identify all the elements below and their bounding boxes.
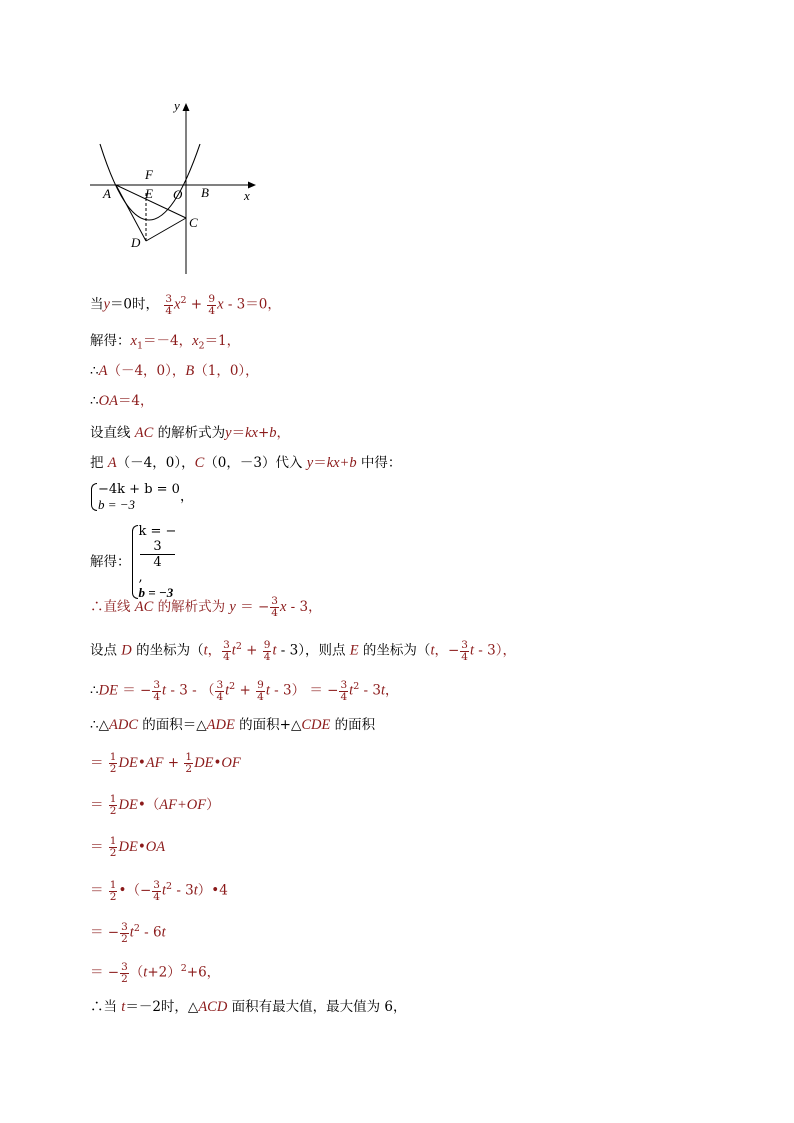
var: OA: [98, 393, 118, 409]
num: 1: [109, 835, 117, 847]
step-13: [90, 752, 241, 775]
text: +: [235, 682, 256, 699]
var: x: [279, 599, 287, 615]
text: 解得：: [90, 554, 131, 570]
num: 3: [121, 960, 128, 973]
sup: 2: [353, 681, 360, 692]
var: t: [265, 682, 270, 699]
var: DE: [118, 839, 138, 855]
step-10: [90, 638, 516, 663]
den: 2: [109, 763, 117, 775]
var: y: [229, 599, 236, 615]
text: （0，－3）代入: [204, 455, 307, 471]
var: t: [161, 924, 166, 941]
var: x: [130, 333, 137, 349]
segment-AD: [116, 185, 146, 241]
num: 3: [461, 638, 468, 651]
text: 把: [90, 455, 108, 471]
text: - 6: [139, 924, 162, 941]
text: ，−: [434, 642, 460, 659]
var: CDE: [301, 717, 331, 733]
sup: 2: [229, 681, 236, 692]
den: 2: [121, 932, 128, 945]
fraction: [120, 922, 129, 945]
num: 3: [153, 678, 161, 691]
var: AC: [134, 425, 154, 441]
den: 4: [208, 304, 216, 317]
var: DE: [118, 755, 138, 771]
text: +: [257, 425, 270, 441]
den: 4: [165, 304, 173, 317]
step-9: [90, 596, 322, 619]
text: 设点: [90, 642, 122, 659]
step-3: [90, 362, 259, 380]
fraction: [140, 539, 176, 570]
fraction: [109, 880, 118, 903]
text: •: [137, 755, 146, 771]
var: x: [174, 296, 181, 313]
text: •（−: [118, 882, 152, 899]
den: 4: [263, 650, 271, 663]
num: 9: [263, 638, 271, 651]
fraction: [460, 640, 469, 663]
fraction: [109, 752, 118, 775]
var: t: [430, 642, 435, 659]
var: DE: [194, 755, 214, 771]
text: - 3: [172, 882, 194, 899]
var: t: [380, 682, 386, 699]
step-11: [90, 678, 399, 703]
text: ,: [138, 570, 143, 585]
step-14: [90, 794, 220, 817]
label-D: D: [131, 235, 141, 250]
text: 解得：: [90, 333, 131, 349]
var: t: [143, 964, 148, 981]
var: C: [194, 455, 205, 471]
text: ＝: [90, 755, 108, 771]
sub: 1: [136, 340, 143, 352]
num: 3: [271, 595, 278, 607]
step-8-solution: [90, 524, 176, 600]
var: kx+b: [326, 455, 357, 471]
num: 3: [153, 878, 160, 891]
label-y: y: [174, 98, 180, 113]
var: t: [121, 999, 126, 1015]
step-16: [90, 878, 228, 903]
text: ，: [276, 425, 290, 441]
num: 1: [185, 751, 193, 763]
sup: 2: [165, 881, 173, 892]
label-A: A: [103, 186, 111, 201]
text: +: [186, 296, 207, 313]
text: ∴当: [90, 999, 122, 1015]
fraction: [184, 752, 193, 775]
var: OF: [221, 755, 241, 771]
den: 4: [216, 690, 224, 703]
var: E: [349, 642, 359, 659]
text: - 3＝0，: [223, 296, 281, 313]
text: ，: [207, 642, 222, 659]
label-C: C: [189, 215, 198, 230]
step-4: [90, 392, 154, 410]
text: （: [129, 964, 144, 981]
var: AF+OF: [159, 797, 207, 813]
den: 2: [185, 763, 193, 775]
text: ＝－4，: [142, 333, 193, 349]
text: 面积有最大值，最大值为 6，: [227, 999, 407, 1015]
parabola-curve: [100, 144, 200, 220]
var: x: [217, 296, 224, 313]
var: DE: [118, 797, 138, 813]
label-B: B: [201, 185, 209, 200]
var: t: [161, 882, 166, 899]
label-x: x: [244, 188, 250, 203]
text: ∴△: [90, 717, 109, 733]
var: t: [231, 642, 236, 659]
text: ＝4，: [117, 393, 154, 409]
var: A: [107, 455, 117, 471]
fraction: [215, 680, 224, 703]
fraction: [339, 680, 348, 703]
var: t: [469, 642, 474, 659]
text: ∴: [90, 682, 99, 699]
text: 的面积＝△: [137, 717, 207, 733]
den: 2: [109, 847, 117, 859]
den: 4: [153, 690, 161, 703]
var: OA: [145, 839, 166, 855]
fraction: [207, 294, 216, 317]
num: 9: [208, 292, 216, 305]
step-6: [90, 454, 401, 472]
segment-DC: [146, 218, 186, 241]
text: 的面积: [330, 717, 376, 733]
var: A: [98, 363, 108, 379]
equation-2: b = −3: [138, 585, 174, 600]
text: （－4，0），: [107, 363, 186, 379]
text: ∴: [90, 363, 99, 379]
text: - 3），: [474, 642, 516, 659]
text: +: [241, 642, 262, 659]
var: t: [225, 682, 230, 699]
step-12: [90, 716, 375, 734]
step-2: [90, 332, 240, 356]
label-E: E: [145, 186, 153, 201]
text: 的解析式为: [153, 425, 226, 441]
var: ACD: [198, 999, 228, 1015]
fraction: [263, 640, 272, 663]
text: •: [213, 755, 222, 771]
text: +2）: [147, 964, 181, 981]
den: 4: [257, 690, 264, 703]
fraction: [164, 294, 173, 317]
sub: 2: [198, 340, 205, 352]
text: （－4，0），: [116, 455, 195, 471]
equation-2: b = −3: [98, 497, 136, 512]
step-19: [90, 998, 406, 1016]
var: x: [192, 333, 199, 349]
var: D: [121, 642, 132, 659]
var: kx: [245, 425, 258, 441]
label-F: F: [145, 167, 153, 182]
var: ADC: [108, 717, 138, 733]
den: 4: [153, 890, 160, 903]
fraction: [222, 640, 231, 663]
num: 3: [223, 638, 230, 651]
text: - 3，: [286, 599, 322, 615]
equation-1: −4k + b = 0: [98, 482, 180, 497]
text: ）: [206, 797, 220, 813]
var: y: [306, 455, 314, 471]
var: t: [272, 642, 277, 659]
text: ∴直线: [90, 599, 135, 615]
num: 1: [109, 878, 117, 891]
fraction: [109, 794, 118, 817]
step-17: [90, 920, 166, 945]
text: ＝0时，: [109, 296, 160, 313]
num: 1: [109, 751, 117, 763]
den: 2: [109, 890, 117, 903]
text: ＝－2时，△: [125, 999, 199, 1015]
fraction: [120, 962, 129, 985]
text: - 3），则点: [276, 642, 350, 659]
text: ∴: [90, 393, 99, 409]
var: AF: [145, 755, 164, 771]
text: 设直线: [90, 425, 135, 441]
fraction: [152, 880, 161, 903]
parabola-figure: [88, 96, 263, 276]
text: k = −: [138, 524, 177, 539]
num: 3: [165, 292, 173, 305]
sup: 2: [133, 923, 140, 934]
var: t: [193, 882, 198, 899]
var: y: [225, 425, 232, 441]
text: 的面积+△: [234, 717, 302, 733]
text: ＝ −: [235, 599, 270, 615]
step-15: [90, 836, 165, 859]
text: ）•4: [197, 882, 228, 899]
text: ＝ −: [117, 682, 152, 699]
text: - 3 - （: [166, 682, 215, 699]
var: DE: [98, 682, 118, 699]
den: 4: [140, 554, 176, 570]
fraction: [270, 596, 279, 619]
text: ＝: [313, 455, 327, 471]
text: 的解析式为: [153, 599, 230, 615]
text: ，: [179, 488, 194, 505]
num: 3: [121, 920, 128, 933]
text: ＝: [231, 425, 246, 441]
text: ＝ −: [90, 964, 120, 981]
step-1: [90, 292, 281, 317]
text: ＝1，: [204, 333, 241, 349]
den: 4: [271, 607, 278, 619]
text: 的坐标为（: [131, 642, 204, 659]
solution-system: [131, 524, 177, 600]
text: ＝: [90, 882, 108, 899]
var: AC: [134, 599, 154, 615]
den: 4: [461, 650, 468, 663]
sup: 2: [180, 295, 187, 306]
text: 中得：: [356, 455, 402, 471]
fraction: [256, 680, 265, 703]
text: - 3: [359, 682, 381, 699]
equation-system: [90, 482, 180, 512]
num: 3: [153, 539, 162, 554]
text: （1，0），: [194, 363, 259, 379]
text: 的坐标为（: [358, 642, 431, 659]
sup: 2: [180, 963, 187, 974]
den: 4: [340, 690, 348, 703]
text: 当: [90, 296, 104, 313]
text: +6，: [186, 964, 221, 981]
sup: 2: [235, 641, 242, 652]
step-5: [90, 424, 290, 442]
var: t: [203, 642, 208, 659]
text: ＝: [90, 797, 108, 813]
num: 3: [216, 678, 224, 691]
y-axis-arrow: [183, 103, 190, 111]
text: ＝ −: [90, 924, 120, 941]
num: 9: [257, 678, 264, 691]
fraction: [109, 836, 118, 859]
step-18: [90, 960, 220, 985]
var: t: [349, 682, 354, 699]
label-O: O: [173, 187, 183, 202]
text: •（: [137, 797, 160, 813]
var: ADE: [206, 717, 235, 733]
den: 2: [109, 805, 117, 817]
text: +: [163, 755, 184, 771]
var: b: [269, 425, 277, 441]
text: ＝: [90, 839, 108, 855]
var: y: [103, 296, 110, 313]
text: - 3） ＝ −: [269, 682, 339, 699]
den: 2: [121, 972, 128, 985]
step-7-system: [90, 482, 193, 512]
num: 1: [109, 793, 117, 805]
fraction: [152, 680, 161, 703]
den: 4: [223, 650, 230, 663]
text: •: [137, 839, 146, 855]
num: 3: [340, 678, 348, 691]
text: ，: [385, 682, 399, 699]
var: B: [185, 363, 195, 379]
var: t: [162, 682, 167, 699]
var: t: [129, 924, 134, 941]
